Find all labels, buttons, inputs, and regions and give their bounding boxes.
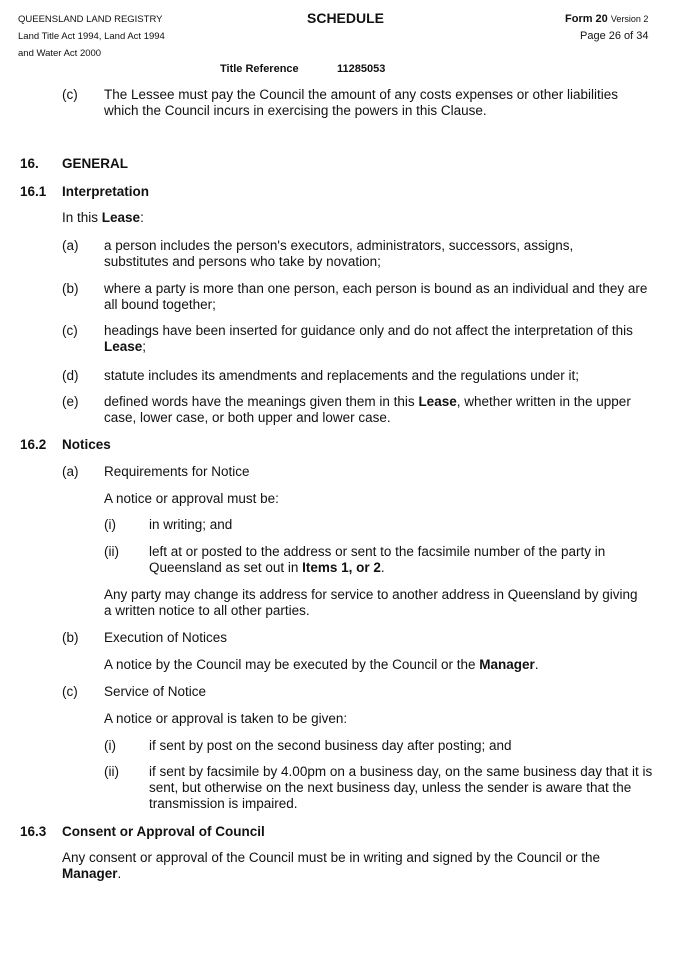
acts-line-2: and Water Act 2000 [18, 48, 102, 59]
notices-a-i-text: in writing; and [149, 517, 233, 532]
notices-a-ii-text: left at or posted to the address or sent to the facsimile number of the party in Queensland as set out in Items 1, or 2. [149, 544, 606, 575]
clause-16-3-number: 16.3 [20, 824, 47, 839]
notices-a-lead: A notice or approval must be: [104, 491, 279, 506]
notices-c-number: (c) [62, 684, 78, 699]
acts-line-1: Land Title Act 1994, Land Act 1994 [18, 31, 165, 42]
interp-a-number: (a) [62, 238, 79, 253]
notices-a-ii-number: (ii) [104, 544, 119, 559]
interp-a-text: a person includes the person's executors, administrators, successors, assigns, substitutes and persons who take by novation; [104, 238, 574, 269]
notices-c-ii-text: if sent by facsimile by 4.00pm on a business day, on the same business day that it is sent, but otherwise on the next business day, unless the sender is aware that the transmission is impaired. [149, 764, 653, 811]
notices-c-i-text: if sent by post on the second business day after posting; and [149, 738, 512, 753]
title-reference-value: 11285053 [337, 63, 386, 75]
intro-item-text: The Lessee must pay the Council the amount of any costs expenses or other liabilities which the Council incurs in exercising the powers in this Clause. [104, 87, 619, 118]
interp-d-number: (d) [62, 368, 79, 383]
clause-16-1-number: 16.1 [20, 184, 47, 199]
notices-c-i-number: (i) [104, 738, 116, 753]
notices-b-number: (b) [62, 630, 79, 645]
clause-16-2-title: Notices [62, 437, 111, 452]
notices-a-title: Requirements for Notice [104, 464, 250, 479]
schedule-heading: SCHEDULE [307, 10, 385, 26]
form-version: Version 2 [610, 14, 649, 24]
clause-16-2-number: 16.2 [20, 437, 47, 452]
notices-a-after: Any party may change its address for service to another address in Queensland by giving a written notice to all other parties. [104, 587, 638, 618]
intro-item-number: (c) [62, 87, 78, 102]
form-number: Form 20 [565, 13, 608, 25]
interp-e-number: (e) [62, 394, 79, 409]
section-16-number: 16. [20, 156, 39, 171]
notices-a-number: (a) [62, 464, 79, 479]
page-number: Page 26 of 34 [580, 30, 649, 42]
interpretation-lead: In this Lease: [62, 210, 144, 225]
title-reference-label: Title Reference [220, 63, 299, 75]
interp-c-text: headings have been inserted for guidance only and do not affect the interpretation of this Lease; [104, 323, 633, 354]
interp-d-text: statute includes its amendments and replacements and the regulations under it; [104, 368, 580, 383]
notices-b-text: A notice by the Council may be executed by the Council or the Manager. [104, 657, 539, 672]
notices-c-ii-number: (ii) [104, 764, 119, 779]
notices-c-lead: A notice or approval is taken to be given: [104, 711, 348, 726]
registry-name: QUEENSLAND LAND REGISTRY [18, 14, 163, 25]
interp-b-number: (b) [62, 281, 79, 296]
clause-16-3-title: Consent or Approval of Council [62, 824, 265, 839]
form-label [565, 13, 648, 25]
interp-c-number: (c) [62, 323, 78, 338]
clause-16-3-text: Any consent or approval of the Council must be in writing and signed by the Council or the Manager. [62, 850, 601, 881]
notices-b-title: Execution of Notices [104, 630, 228, 645]
notices-c-title: Service of Notice [104, 684, 207, 699]
interp-b-text: where a party is more than one person, each person is bound as an individual and they are all bound together; [104, 281, 648, 312]
notices-a-i-number: (i) [104, 517, 116, 532]
interp-e-text: defined words have the meanings given them in this Lease, whether written in the upper case, lower case, or both upper and lower case. [104, 394, 631, 425]
section-16-title: GENERAL [62, 156, 129, 171]
clause-16-1-title: Interpretation [62, 184, 150, 199]
